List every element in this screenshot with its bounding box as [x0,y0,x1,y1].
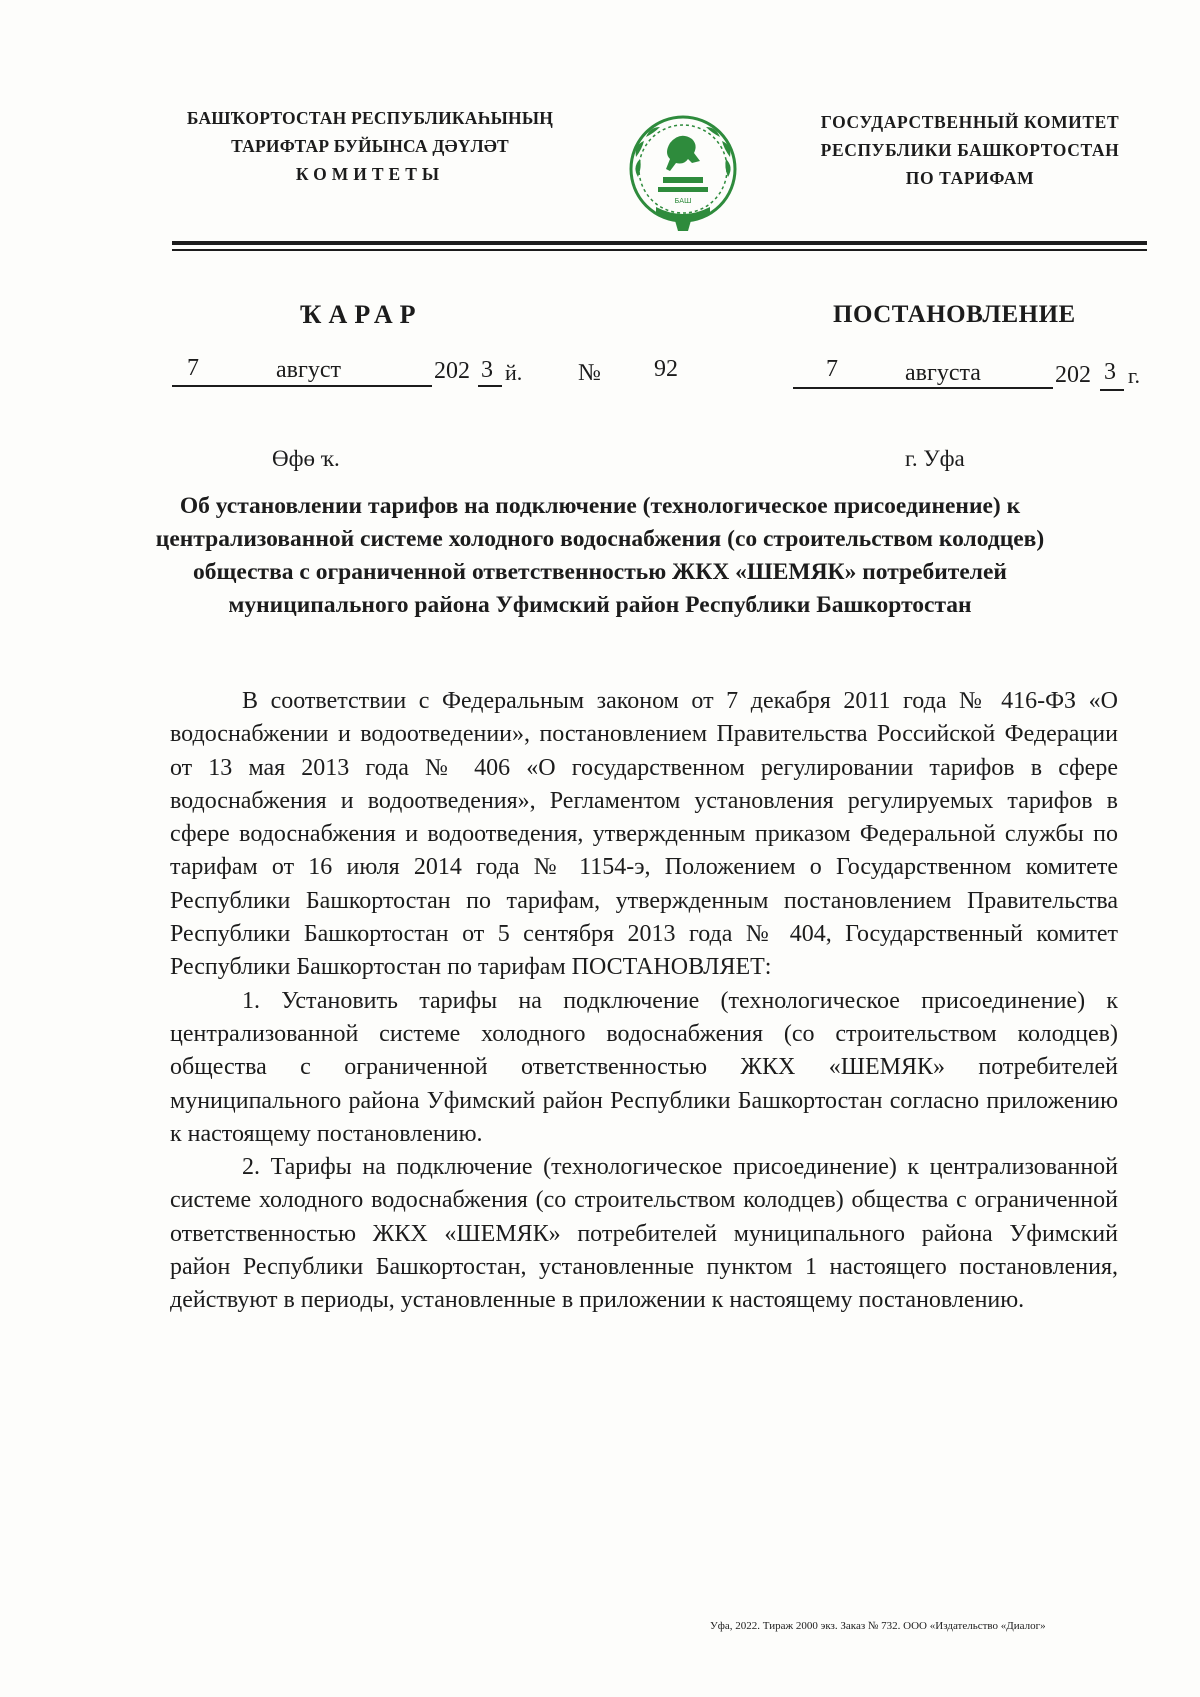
date-left-year-prefix: 202 [434,358,470,384]
date-right-year-suffix: г. [1128,363,1141,388]
paragraph-item-1: 1. Установить тарифы на подключение (технологическое присоединение) к централизованной системе холодного водоснабжения (со строительством колодцев) общества с ограниченной ответственностью ЖКХ «ШЕМЯК» потребителей муниципального района Уфимский район Республики Башкортостан согласно приложению к настоящему постановлению. [170,987,1118,1147]
header-russian [780,108,1160,192]
bashkortostan-emblem-icon [618,107,748,237]
date-right-day-underline [793,387,903,389]
header-russian-line-3: ПО ТАРИФАМ [905,168,1035,188]
print-footer: Уфа, 2022. Тираж 2000 экз. Заказ № 732. ООО «Издательство «Диалог» [710,1620,1046,1632]
date-right-month: августа [905,360,981,386]
date-right-month-underline [903,387,1053,389]
header-rule-thick [172,241,1147,245]
paragraph-preamble: В соответствии с Федеральным законом от 7 декабря 2011 года № 416-ФЗ «О водоснабжении и водоотведении», постановлением Правительства Российской Федерации от 13 мая 2013 года № 406 «О государственном регулировании тарифов в сфере водоснабжения и водоотведения», Регламентом установления регулируемых тарифов в сфере водоснабжения и водоотведения, утвержденным приказом Федеральной службы по тарифам от 16 июля 2014 года № 1154-э, Положением о Государственном комитете Республики Башкортостан по тарифам, утвержденным постановлением Правительства Республики Башкортостан от 5 сентября 2013 года № 404, Государственный комитет Республики Башкортостан по тарифам ПОСТАНОВЛЯЕТ: [170,688,1118,981]
doc-number: 92 [654,356,678,382]
document-body [170,685,1118,1318]
paragraph-item-2: 2. Тарифы на подключение (технологическое присоединение) к централизованной системе холодного водоснабжения (со строительством колодцев) общества с ограниченной ответственностью ЖКХ «ШЕМЯК» потребителей муниципального района Уфимский район Республики Башкортостан, установленные пунктом 1 настоящего постановления, действуют в периоды, установленные в приложении к настоящему постановлению. [170,1154,1118,1314]
date-left-year-suffix: й. [505,360,523,385]
header-bashkir-line-2: ТАРИФТАР БУЙЫНСА ДӘҮЛӘТ [231,136,509,156]
date-left-year-underline [478,385,502,387]
header-russian-line-1: ГОСУДАРСТВЕННЫЙ КОМИТЕТ [820,112,1120,132]
date-right-year-digit: 3 [1104,359,1116,385]
header-bashkir-line-1: БАШҠОРТОСТАН РЕСПУБЛИКАҺЫНЫҢ [186,108,554,128]
header-russian-line-2: РЕСПУБЛИКИ БАШКОРТОСТАН [820,140,1120,160]
date-right-year-prefix: 202 [1055,362,1091,388]
date-right-year-underline [1100,389,1124,391]
date-left-year-digit: 3 [481,357,493,383]
doc-type-russian: ПОСТАНОВЛЕНИЕ [833,301,1076,328]
date-left-day-underline [172,385,262,387]
header-rule-thin [172,249,1147,251]
date-left-month: август [276,357,341,383]
document-title: Об установлении тарифов на подключение (технологическое присоединение) к централизованной системе холодного водоснабжения (со строительством колодцев) общества с ограниченной ответственностью ЖКХ «ШЕМЯК» потребителей муниципального района Уфимский район Республики Башкортостан [155,493,1045,618]
doc-type-bashkir: ҠАРАР [300,300,423,329]
city-bashkir: Өфө ҡ. [272,446,340,471]
header-bashkir [160,104,580,188]
date-left-day: 7 [187,355,199,381]
svg-text:БАШ: БАШ [674,197,692,205]
date-right-day: 7 [826,356,838,382]
doc-number-sign: № [578,360,601,386]
header-bashkir-line-3: КОМИТЕТЫ [295,164,445,184]
date-left-month-underline [262,385,432,387]
city-russian: г. Уфа [905,446,965,471]
